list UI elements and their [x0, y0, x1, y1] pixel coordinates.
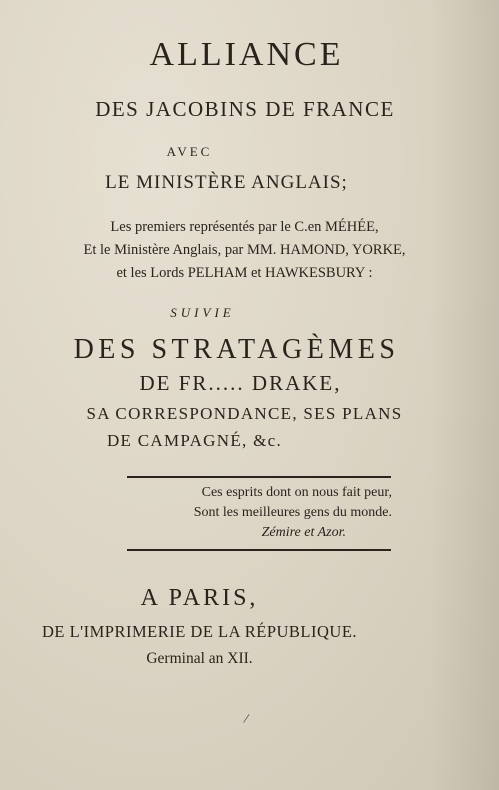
- epigraph-line: Sont les meilleures gens du monde.: [193, 505, 392, 520]
- epigraph-line: Ces esprits dont on nous fait peur,: [201, 485, 392, 500]
- stratagemes-heading: DES STRATAGÈMES: [73, 334, 400, 365]
- main-title: ALLIANCE: [149, 36, 344, 73]
- correspondance-line: SA CORRESPONDANCE, SES PLANS: [86, 404, 403, 423]
- representatives-paragraph: [0, 216, 494, 285]
- suivie-label: SUIVIE: [170, 305, 235, 320]
- conjunction-avec: AVEC: [166, 144, 213, 159]
- epigraph-attribution: Zémire et Azor.: [261, 525, 346, 540]
- epigraph-bottom-rule: [127, 549, 391, 551]
- imprint-printer: DE L'IMPRIMERIE DE LA RÉPUBLIQUE.: [41, 622, 358, 641]
- paragraph-line: Les premiers représentés par le C.en MÉHÉE,: [110, 219, 379, 235]
- drake-heading: DE FR..... DRAKE,: [139, 371, 342, 395]
- paragraph-line: et les Lords PELHAM et HAWKESBURY :: [116, 265, 373, 281]
- imprint-place: A PARIS,: [140, 585, 259, 611]
- imprint-date: Germinal an XII.: [146, 650, 253, 667]
- epigraph-top-rule: [127, 476, 391, 478]
- stray-ink-mark: /: [242, 711, 250, 728]
- campagne-line: DE CAMPAGNÉ, &c.: [106, 431, 283, 450]
- epigraph: [127, 483, 392, 543]
- paragraph-line: Et le Ministère Anglais, par MM. HAMOND, YORKE,: [83, 242, 406, 258]
- subtitle-ministere: LE MINISTÈRE ANGLAIS;: [105, 172, 348, 193]
- subtitle-jacobins: DES JACOBINS DE FRANCE: [95, 97, 395, 121]
